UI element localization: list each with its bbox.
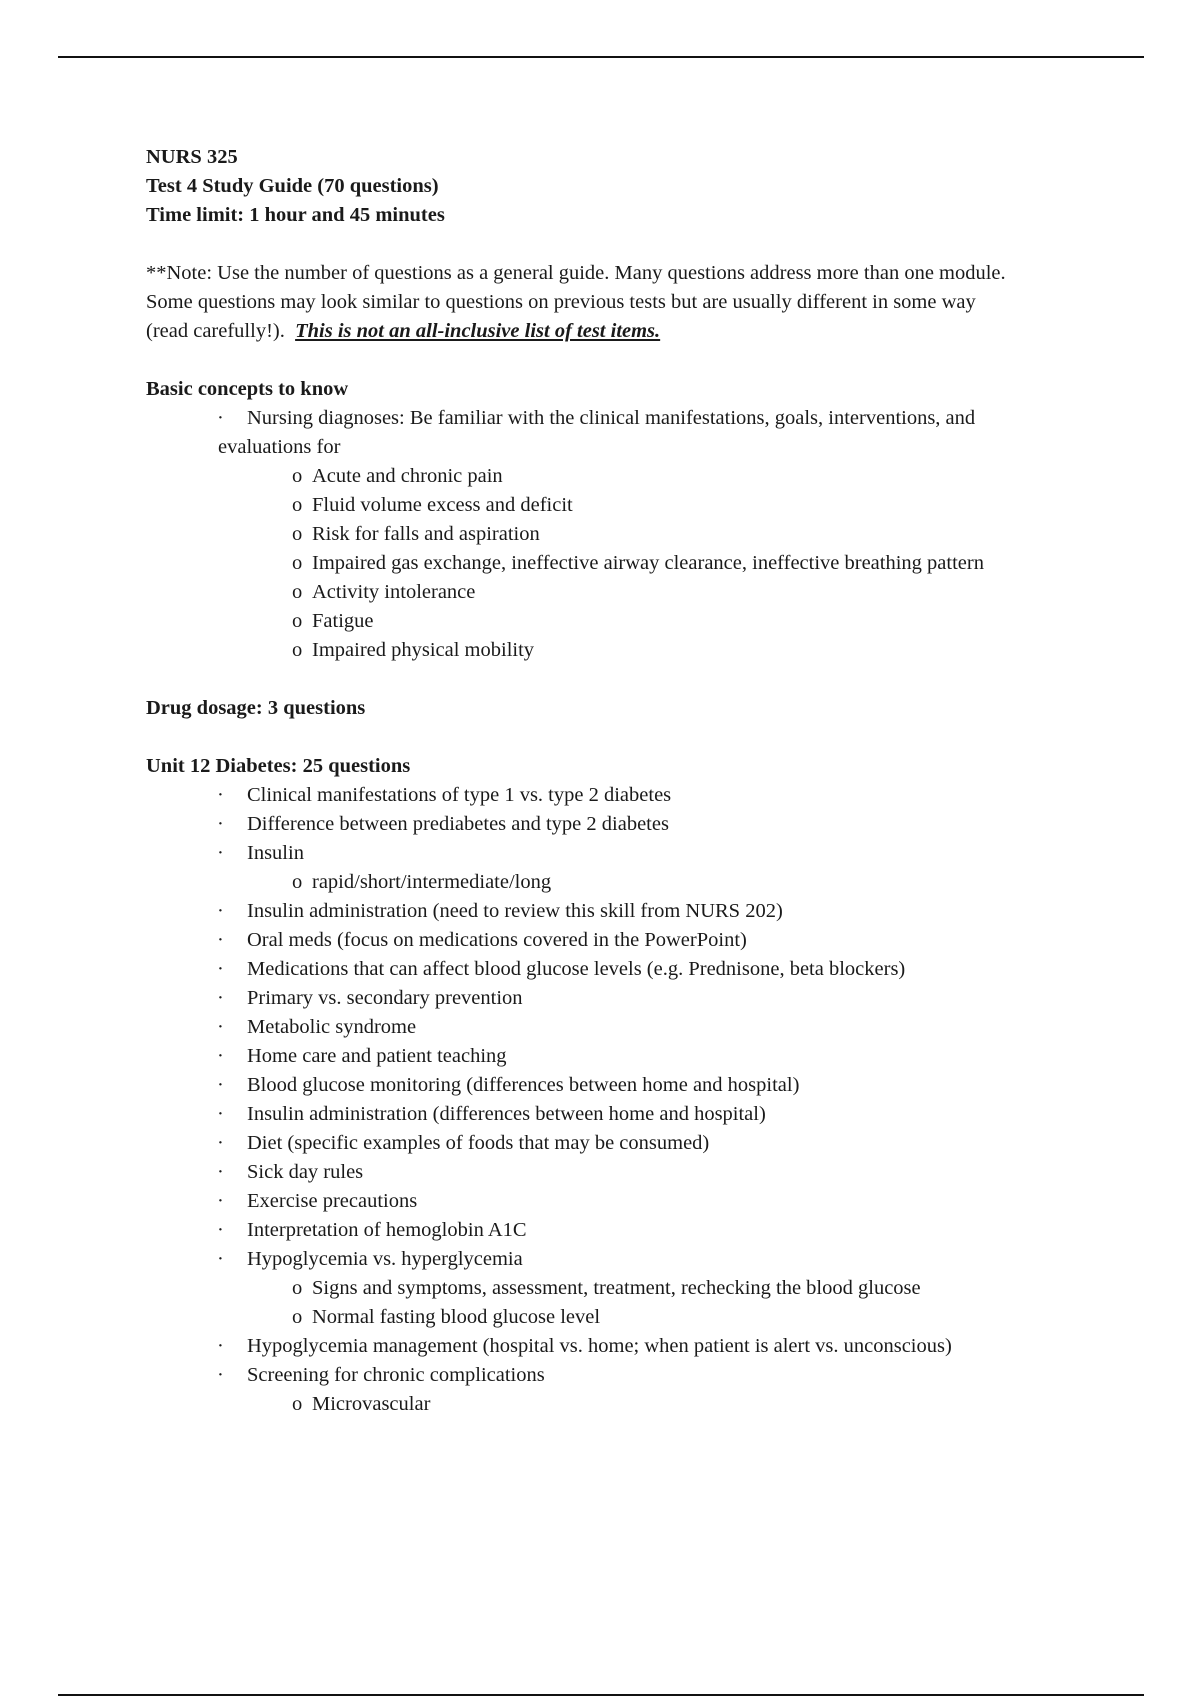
list-item bbox=[146, 520, 1106, 549]
list-item-text: Hypoglycemia management (hospital vs. home; when patient is alert vs. unconscious) bbox=[247, 1335, 952, 1357]
bullet-marker: · bbox=[217, 1219, 224, 1241]
list-item bbox=[146, 1187, 1106, 1216]
list-item-text: Medications that can affect blood glucose levels (e.g. Prednisone, beta blockers) bbox=[247, 958, 906, 980]
list-item bbox=[146, 810, 1106, 839]
list-item bbox=[146, 1303, 1106, 1332]
list-item bbox=[146, 1042, 1106, 1071]
list-item-text: Primary vs. secondary prevention bbox=[247, 987, 523, 1009]
bottom-rule bbox=[58, 1694, 1144, 1696]
bullet-marker: · bbox=[217, 958, 224, 980]
list-item-text: Home care and patient teaching bbox=[247, 1045, 507, 1067]
sub-marker: o bbox=[292, 1393, 303, 1415]
sub-marker: o bbox=[292, 871, 303, 893]
note-line-2: Some questions may look similar to questions on previous tests but are usually different in some way bbox=[146, 291, 976, 313]
list-item-text: Hypoglycemia vs. hyperglycemia bbox=[247, 1248, 523, 1270]
guide-title: Test 4 Study Guide (70 questions) bbox=[146, 175, 439, 197]
list-item-text: rapid/short/intermediate/long bbox=[312, 871, 552, 893]
bullet-marker: · bbox=[217, 1045, 224, 1067]
drug-dosage-heading: Drug dosage: 3 questions bbox=[146, 697, 366, 719]
sub-marker: o bbox=[292, 639, 303, 661]
list-item bbox=[146, 926, 1106, 955]
list-item bbox=[146, 1274, 1106, 1303]
list-item-text: Difference between prediabetes and type 2 diabetes bbox=[247, 813, 669, 835]
list-item bbox=[146, 1390, 1106, 1419]
list-item bbox=[146, 897, 1106, 926]
top-rule bbox=[58, 56, 1144, 58]
list-item bbox=[146, 578, 1106, 607]
bullet-marker: · bbox=[217, 1161, 224, 1183]
bullet-marker: · bbox=[217, 929, 224, 951]
list-item-text: Activity intolerance bbox=[312, 581, 476, 603]
list-item bbox=[146, 1158, 1106, 1187]
bullet-marker: · bbox=[217, 1335, 224, 1357]
list-item bbox=[146, 1013, 1106, 1042]
basic-concepts-heading: Basic concepts to know bbox=[146, 378, 349, 400]
list-item bbox=[146, 549, 1106, 578]
list-item-text: Impaired gas exchange, ineffective airway clearance, ineffective breathing pattern bbox=[312, 552, 984, 574]
list-item bbox=[146, 781, 1106, 810]
list-item-text: Oral meds (focus on medications covered in the PowerPoint) bbox=[247, 929, 747, 951]
list-item bbox=[146, 868, 1106, 897]
list-item bbox=[146, 1332, 1106, 1361]
sub-marker: o bbox=[292, 1277, 303, 1299]
study-guide-body bbox=[146, 143, 1106, 1419]
bullet-marker: · bbox=[217, 1103, 224, 1125]
list-item bbox=[146, 1129, 1106, 1158]
list-item-text: Exercise precautions bbox=[247, 1190, 418, 1212]
list-item-text: Sick day rules bbox=[247, 1161, 364, 1183]
diabetes-heading: Unit 12 Diabetes: 25 questions bbox=[146, 755, 411, 777]
sub-marker: o bbox=[292, 610, 303, 632]
sub-marker: o bbox=[292, 581, 303, 603]
list-item-text: Blood glucose monitoring (differences between home and hospital) bbox=[247, 1074, 800, 1096]
list-item bbox=[146, 607, 1106, 636]
note-line-1: **Note: Use the number of questions as a general guide. Many questions address more than one module. bbox=[146, 262, 1006, 284]
bullet-marker: · bbox=[217, 1364, 224, 1386]
list-item-text: Risk for falls and aspiration bbox=[312, 523, 540, 545]
list-item bbox=[146, 955, 1106, 984]
list-item-text: Signs and symptoms, assessment, treatment, rechecking the blood glucose bbox=[312, 1277, 921, 1299]
note-paragraph bbox=[146, 259, 1086, 346]
bullet-marker: · bbox=[217, 813, 224, 835]
nursing-diagnoses-line-2: evaluations for bbox=[218, 436, 341, 458]
list-item-text: Insulin bbox=[247, 842, 304, 864]
list-item-text: Diet (specific examples of foods that may be consumed) bbox=[247, 1132, 710, 1154]
sub-marker: o bbox=[292, 494, 303, 516]
list-item-text: Screening for chronic complications bbox=[247, 1364, 545, 1386]
list-item bbox=[146, 1071, 1106, 1100]
sub-marker: o bbox=[292, 465, 303, 487]
list-item bbox=[146, 1216, 1106, 1245]
bullet-marker: · bbox=[217, 1190, 224, 1212]
list-item-text: Clinical manifestations of type 1 vs. type 2 diabetes bbox=[247, 784, 672, 806]
sub-marker: o bbox=[292, 552, 303, 574]
list-item-text: Interpretation of hemoglobin A1C bbox=[247, 1219, 527, 1241]
bullet-marker: · bbox=[217, 407, 224, 429]
sub-marker: o bbox=[292, 523, 303, 545]
bullet-marker: · bbox=[217, 842, 224, 864]
bullet-marker: · bbox=[217, 1016, 224, 1038]
nursing-diagnoses-bullet bbox=[146, 404, 1106, 462]
list-item-text: Normal fasting blood glucose level bbox=[312, 1306, 601, 1328]
list-item bbox=[146, 1100, 1106, 1129]
note-plain: (read carefully!). bbox=[146, 320, 296, 342]
list-item bbox=[146, 1245, 1106, 1274]
sub-marker: o bbox=[292, 1306, 303, 1328]
list-item-text: Insulin administration (need to review this skill from NURS 202) bbox=[247, 900, 783, 922]
bullet-marker: · bbox=[217, 987, 224, 1009]
course-code: NURS 325 bbox=[146, 146, 238, 168]
list-item-text: Fatigue bbox=[312, 610, 374, 632]
list-item-text: Acute and chronic pain bbox=[312, 465, 503, 487]
bullet-marker: · bbox=[217, 1248, 224, 1270]
list-item bbox=[146, 491, 1106, 520]
list-item bbox=[146, 839, 1106, 868]
list-item-text: Microvascular bbox=[312, 1393, 431, 1415]
note-line-3 bbox=[146, 317, 1086, 346]
list-item-text: Fluid volume excess and deficit bbox=[312, 494, 573, 516]
nursing-diagnoses-line-1: Nursing diagnoses: Be familiar with the clinical manifestations, goals, interventions, and bbox=[247, 407, 976, 429]
list-item-text: Impaired physical mobility bbox=[312, 639, 535, 661]
bullet-marker: · bbox=[217, 784, 224, 806]
list-item bbox=[146, 636, 1106, 665]
list-item bbox=[146, 462, 1106, 491]
bullet-marker: · bbox=[217, 1074, 224, 1096]
time-limit: Time limit: 1 hour and 45 minutes bbox=[146, 204, 445, 226]
list-item-text: Insulin administration (differences between home and hospital) bbox=[247, 1103, 766, 1125]
list-item bbox=[146, 984, 1106, 1013]
list-item bbox=[146, 1361, 1106, 1390]
list-item-text: Metabolic syndrome bbox=[247, 1016, 417, 1038]
bullet-marker: · bbox=[217, 900, 224, 922]
bullet-marker: · bbox=[217, 1132, 224, 1154]
note-emphasis: This is not an all-inclusive list of test items. bbox=[295, 320, 661, 342]
